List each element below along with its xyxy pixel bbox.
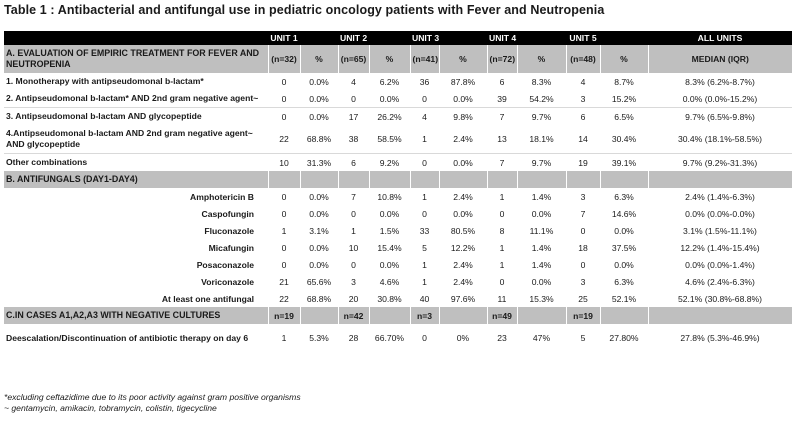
table-cell: 10.8% (377, 191, 402, 202)
column-header (439, 31, 487, 45)
section-b-header (4, 171, 792, 188)
row-label: Other combinations (6, 157, 88, 167)
table-cell: 22 (279, 293, 289, 304)
table-cell: 1 (422, 276, 427, 287)
table-cell: 1 (499, 242, 505, 253)
table-cell (300, 171, 338, 188)
table-cell: 0.0% (453, 208, 473, 219)
table-cell (439, 307, 487, 324)
row-label: Fluconazole (204, 225, 254, 236)
table-cell: 7 (499, 157, 505, 168)
table-cell: 25 (578, 293, 588, 304)
table-cell: 0 (422, 157, 427, 168)
table-cell (439, 171, 487, 188)
footnote-gram-negative-agents: ~ gentamycin, amikacin, tobramycin, colistin, tigecycline (4, 403, 217, 413)
footnote-ceftazidime: *excluding ceftazidime due to its poor activity against gram positive organisms (4, 392, 301, 402)
row-label: B. ANTIFUNGALS (DAY1-DAY4) (4, 171, 268, 188)
table-cell: 6 (580, 111, 586, 122)
table-cell: 66.70% (374, 333, 405, 343)
table-row (4, 90, 792, 108)
table-cell: 20 (348, 293, 359, 304)
table-cell: 31.3% (306, 157, 332, 168)
row-label: Amphotericin B (190, 191, 254, 202)
table-cell: 1 (351, 225, 356, 236)
column-header: UNIT 1 (268, 31, 300, 45)
table-cell: 0.0% (309, 111, 329, 122)
table-cell (338, 171, 369, 188)
table-cell: n=19 (268, 307, 300, 324)
table-cell: (n=65) (338, 45, 369, 73)
table-cell: 38 (338, 125, 369, 154)
table-cell: 0 (281, 208, 287, 219)
table-cell: 4.6% (2.4%-6.3%) (685, 276, 755, 287)
table-row (4, 273, 792, 290)
table-cell: 6 (351, 157, 356, 168)
table-cell: % (600, 45, 648, 73)
column-header: ALL UNITS (648, 31, 792, 45)
row-label: A. EVALUATION OF EMPIRIC TREATMENT FOR FEVER AND NEUTROPENIA (4, 45, 268, 73)
table-cell: 0 (281, 76, 287, 87)
table-cell: 0% (456, 333, 470, 343)
table-cell: 0.0% (614, 259, 634, 270)
section-c-header (4, 307, 792, 324)
table-cell: 0 (281, 111, 287, 122)
table-cell: 52.1% (611, 293, 637, 304)
table-cell: 1.4% (531, 191, 552, 202)
row-label: C.IN CASES A1,A2,A3 WITH NEGATIVE CULTURES (4, 307, 268, 324)
table-cell: 11.1% (529, 225, 554, 236)
table-cell: n=3 (410, 307, 439, 324)
table-cell: 28 (348, 333, 359, 343)
table-cell: 8.3% (531, 76, 552, 87)
table-cell: 9.7% (6.5%-9.8%) (685, 111, 755, 122)
table-title: Table 1 : Antibacterial and antifungal use in pediatric oncology patients with Fever and Neutropenia (4, 3, 605, 17)
table-cell: 52.1% (30.8%-68.8%) (677, 293, 763, 304)
column-header (600, 31, 648, 45)
table-cell: 1.4% (531, 259, 552, 270)
row-label: 3. Antipseudomonal b-lactam AND glycopeptide (6, 111, 202, 121)
table-cell: (n=32) (268, 45, 300, 73)
footnotes (4, 392, 301, 414)
row-label: Voriconazole (201, 276, 254, 287)
table-cell: 4 (351, 76, 356, 87)
table-cell: 39.1% (611, 157, 637, 168)
table-cell (517, 171, 566, 188)
table-cell: 22 (268, 125, 300, 154)
table-row (4, 188, 792, 205)
table-cell: 7 (580, 208, 586, 219)
table-cell: 1 (499, 191, 505, 202)
table-cell: 0 (338, 90, 369, 108)
table-cell: 3 (351, 276, 356, 287)
section-a-header (4, 45, 792, 73)
table-cell: 0 (422, 333, 427, 343)
table-cell: MEDIAN (IQR) (648, 45, 792, 73)
table-cell: 14 (566, 125, 600, 154)
table-cell: 0.0% (379, 208, 400, 219)
table-cell: 0.0% (309, 259, 329, 270)
table-cell: 1 (499, 259, 505, 270)
table-cell: 2.4% (1.4%-6.3%) (685, 191, 755, 202)
table-cell: 8.3% (6.2%-8.7%) (685, 76, 755, 87)
table-cell: 27.80% (609, 333, 639, 343)
table-cell: 4 (422, 111, 427, 122)
table-cell (369, 171, 410, 188)
table-cell (487, 171, 517, 188)
table-cell: 26.2% (377, 111, 402, 122)
table-cell: 12.2% (1.4%-15.4%) (680, 242, 760, 253)
table-cell: 30.4% (18.1%-58.5%) (648, 125, 792, 154)
table-cell: % (517, 45, 566, 73)
table-cell: 6.3% (614, 276, 634, 287)
table-cell: 33 (419, 225, 430, 236)
table-cell: 4.6% (379, 276, 400, 287)
table-cell: 0.0% (309, 208, 329, 219)
table-cell: 0 (268, 90, 300, 108)
table-cell: 8.7% (614, 76, 634, 87)
table-cell: 36 (419, 76, 430, 87)
table-cell (648, 171, 792, 188)
table-cell: 3 (580, 191, 586, 202)
table-cell: 80.5% (450, 225, 476, 236)
table-cell: 10 (348, 242, 359, 253)
table-cell: 7 (499, 111, 505, 122)
row-label: 1. Monotherapy with antipseudomonal b-lactam* (6, 76, 204, 86)
table-cell: 2.4% (453, 191, 473, 202)
table-cell: 1 (422, 191, 427, 202)
table-cell: 13 (487, 125, 517, 154)
table-cell: % (439, 45, 487, 73)
table-cell: 68.8% (306, 293, 332, 304)
table-cell: 9.7% (9.2%-31.3%) (682, 157, 758, 168)
table-cell (517, 307, 566, 324)
table-cell: 17 (348, 111, 359, 122)
column-header: UNIT 2 (340, 33, 368, 43)
table-cell: 21 (279, 276, 289, 287)
column-header (4, 31, 268, 45)
table-row (4, 125, 792, 154)
table-cell: 39 (487, 90, 517, 108)
table-cell: 0.0% (309, 76, 329, 87)
table-cell: 2.4% (453, 276, 473, 287)
table-cell: 0.0% (300, 90, 338, 108)
table-cell (268, 171, 300, 188)
table-cell: 1.5% (379, 225, 400, 236)
table-cell: 0.0% (309, 191, 329, 202)
table-cell: 23 (497, 333, 507, 343)
table-cell (566, 171, 600, 188)
table-cell: n=49 (487, 307, 517, 324)
table-cell: 37.5% (611, 242, 637, 253)
table-cell: % (369, 45, 410, 73)
table-cell: 30.8% (377, 293, 402, 304)
results-table (4, 31, 792, 352)
table-cell: 0.0% (309, 242, 329, 253)
table-cell: 0 (580, 225, 586, 236)
table-cell: 65.6% (306, 276, 332, 287)
column-header: UNIT 5 (566, 31, 600, 45)
table-cell (369, 307, 410, 324)
table-cell: 3 (566, 90, 600, 108)
table-cell: 9.7% (531, 111, 552, 122)
table-row (4, 324, 792, 352)
table-cell: 0.0% (453, 157, 473, 168)
table-cell: 0 (281, 259, 287, 270)
table-row (4, 73, 792, 90)
row-label: Micafungin (208, 242, 254, 253)
row-label: At least one antifungal (161, 293, 254, 304)
table-cell: 5.3% (309, 333, 329, 343)
table-cell: 0 (281, 191, 287, 202)
table-cell (300, 307, 338, 324)
table-cell: 3.1% (1.5%-11.1%) (683, 225, 757, 236)
table-cell: 1 (281, 333, 287, 343)
table-cell: 6.3% (614, 191, 634, 202)
table-row (4, 256, 792, 273)
table-cell: 87.8% (450, 76, 476, 87)
table-cell: 0 (499, 276, 505, 287)
table-cell: 0 (410, 90, 439, 108)
column-header: UNIT 3 (412, 33, 439, 43)
table-cell: 0 (351, 208, 356, 219)
table-cell: 4 (580, 76, 586, 87)
table-row (4, 205, 792, 222)
table-cell (600, 307, 648, 324)
table-cell: 0.0% (531, 276, 552, 287)
table-cell (410, 171, 439, 188)
table-cell: 8 (499, 225, 505, 236)
table-row (4, 222, 792, 239)
table-cell: 0 (580, 259, 586, 270)
row-label: 4.Antipseudomonal b-lactam AND 2nd gram negative agent~ AND glycopeptide (4, 125, 268, 154)
table-cell: 27.8% (5.3%-46.9%) (680, 333, 760, 343)
table-row (4, 154, 792, 172)
column-header (369, 31, 410, 45)
table-cell: 54.2% (517, 90, 566, 108)
table-cell: 7 (351, 191, 356, 202)
table-cell: 0 (499, 208, 505, 219)
column-header (300, 31, 338, 45)
table-cell: 1 (410, 125, 439, 154)
row-label: Posaconazole (196, 259, 254, 270)
column-header: UNIT 4 (489, 33, 517, 43)
table-cell (600, 171, 648, 188)
table-cell: 5 (422, 242, 427, 253)
table-cell: 47% (532, 333, 551, 343)
table-row (4, 239, 792, 256)
table-cell: 0.0% (369, 90, 410, 108)
table-cell: 12.2% (450, 242, 476, 253)
table-cell: 0 (351, 259, 356, 270)
table-cell: 0 (281, 242, 287, 253)
table-cell: 3 (580, 276, 586, 287)
table-cell: 0.0% (379, 259, 400, 270)
table-cell: 18 (578, 242, 588, 253)
row-label: 2. Antipseudomonal b-lactam* AND 2nd gram negative agent~ (4, 90, 268, 108)
table-cell: 0 (422, 208, 427, 219)
table-cell: 10 (279, 157, 289, 168)
table-cell: 3.1% (309, 225, 329, 236)
table-row (4, 290, 792, 307)
table-cell: 2.4% (453, 259, 473, 270)
table-cell: 14.6% (611, 208, 637, 219)
table-cell: (n=48) (566, 45, 600, 73)
table-cell: 5 (580, 333, 586, 343)
table-cell: 15.3% (529, 293, 554, 304)
table-cell (648, 307, 792, 324)
table-row (4, 108, 792, 126)
table-cell: n=42 (338, 307, 369, 324)
row-label: Caspofungin (201, 208, 254, 219)
table-cell: 0.0% (531, 208, 552, 219)
table-cell: 18.1% (517, 125, 566, 154)
table-cell: 9.7% (531, 157, 552, 168)
table-cell: 40 (419, 293, 430, 304)
table-cell: 0.0% (0.0%-0.0%) (685, 208, 755, 219)
table-cell: 30.4% (600, 125, 648, 154)
table-cell: 6 (499, 76, 505, 87)
header-row (4, 31, 792, 45)
table-cell: 6.5% (614, 111, 634, 122)
table-cell: 15.2% (600, 90, 648, 108)
table-cell: 1 (422, 259, 427, 270)
table-cell: 0.0% (614, 225, 634, 236)
table-cell: % (300, 45, 338, 73)
table-cell: 1.4% (531, 242, 552, 253)
table-cell: 58.5% (369, 125, 410, 154)
table-cell: (n=72) (487, 45, 517, 73)
table-cell: n=19 (566, 307, 600, 324)
table-cell: 0.0% (439, 90, 487, 108)
table-cell: 11 (497, 293, 507, 304)
table-cell: 6.2% (379, 76, 400, 87)
table-cell: 97.6% (450, 293, 476, 304)
table-cell: 9.2% (379, 157, 400, 168)
table-cell: (n=41) (410, 45, 439, 73)
table-cell: 9.8% (453, 111, 473, 122)
table-cell: 0.0% (0.0%-15.2%) (648, 90, 792, 108)
column-header (517, 31, 566, 45)
row-label: Deescalation/Discontinuation of antibiotic therapy on day 6 (6, 332, 249, 343)
table-cell: 68.8% (300, 125, 338, 154)
table-cell: 0.0% (0.0%-1.4%) (685, 259, 755, 270)
table-cell: 19 (578, 157, 588, 168)
table-cell: 1 (281, 225, 287, 236)
table-cell: 2.4% (439, 125, 487, 154)
table-cell: 15.4% (377, 242, 402, 253)
